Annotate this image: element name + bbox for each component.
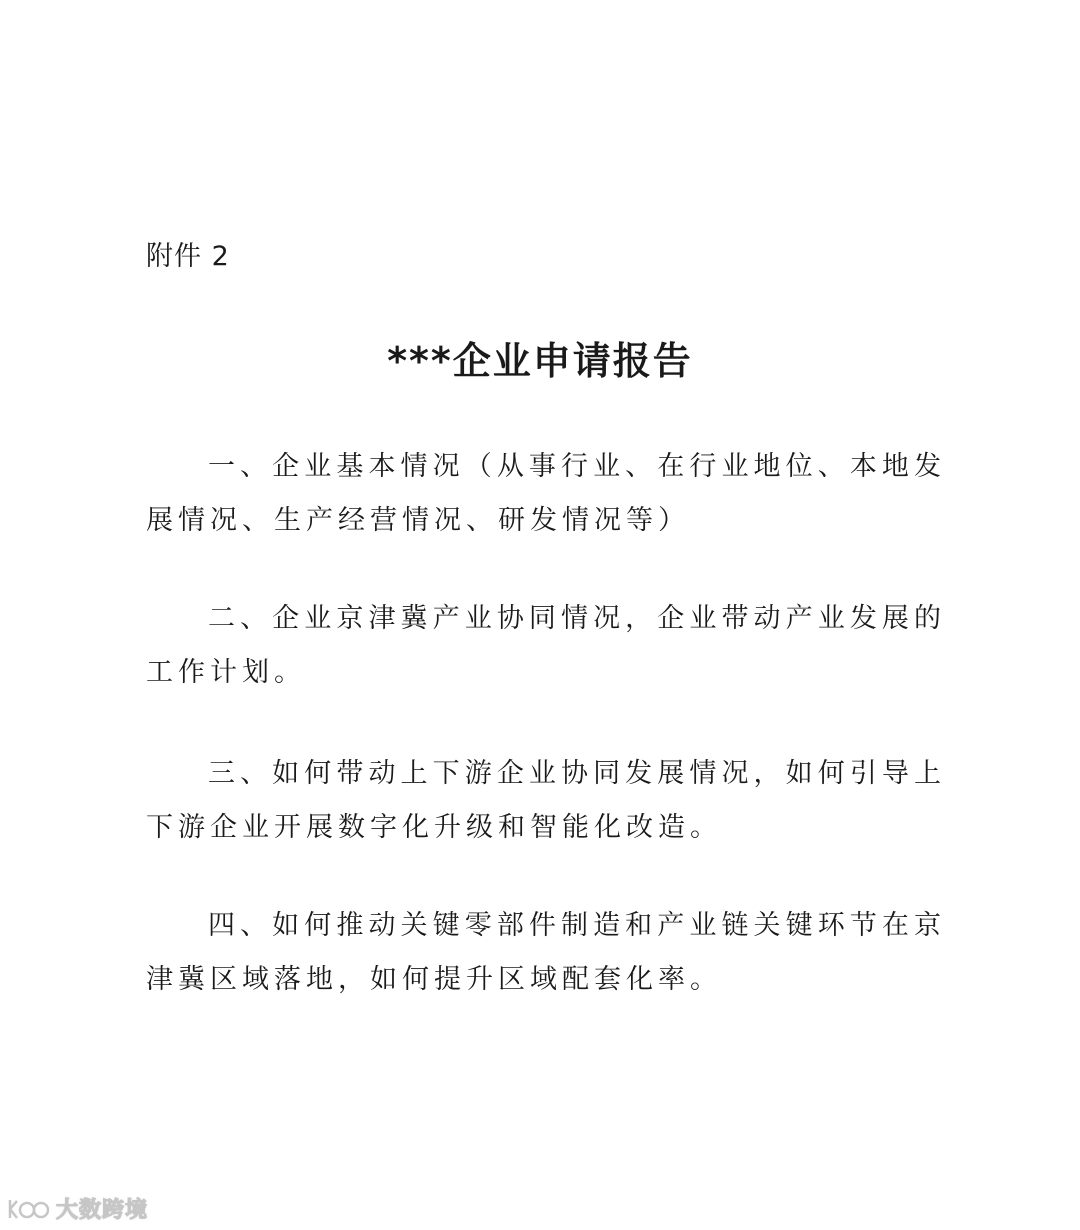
watermark — [6, 1193, 148, 1224]
paragraph-4: 四、如何推动关键零部件制造和产业链关键环节在京津冀区域落地，如何提升区域配套化率。 — [146, 910, 946, 995]
paragraph-3: 三、如何带动上下游企业协同发展情况，如何引导上下游企业开展数字化升级和智能化改造。 — [146, 758, 946, 843]
paragraph-1: 一、企业基本情况（从事行业、在行业地位、本地发展情况、生产经营情况、研发情况等） — [146, 451, 946, 536]
watermark-text: 大数跨境 — [56, 1198, 149, 1223]
brand-logo-icon — [6, 1194, 50, 1224]
document-title: ***企业申请报告 — [387, 339, 693, 383]
attachment-label: 附件 2 — [146, 241, 230, 272]
paragraph-2: 二、企业京津冀产业协同情况，企业带动产业发展的工作计划。 — [146, 603, 946, 688]
